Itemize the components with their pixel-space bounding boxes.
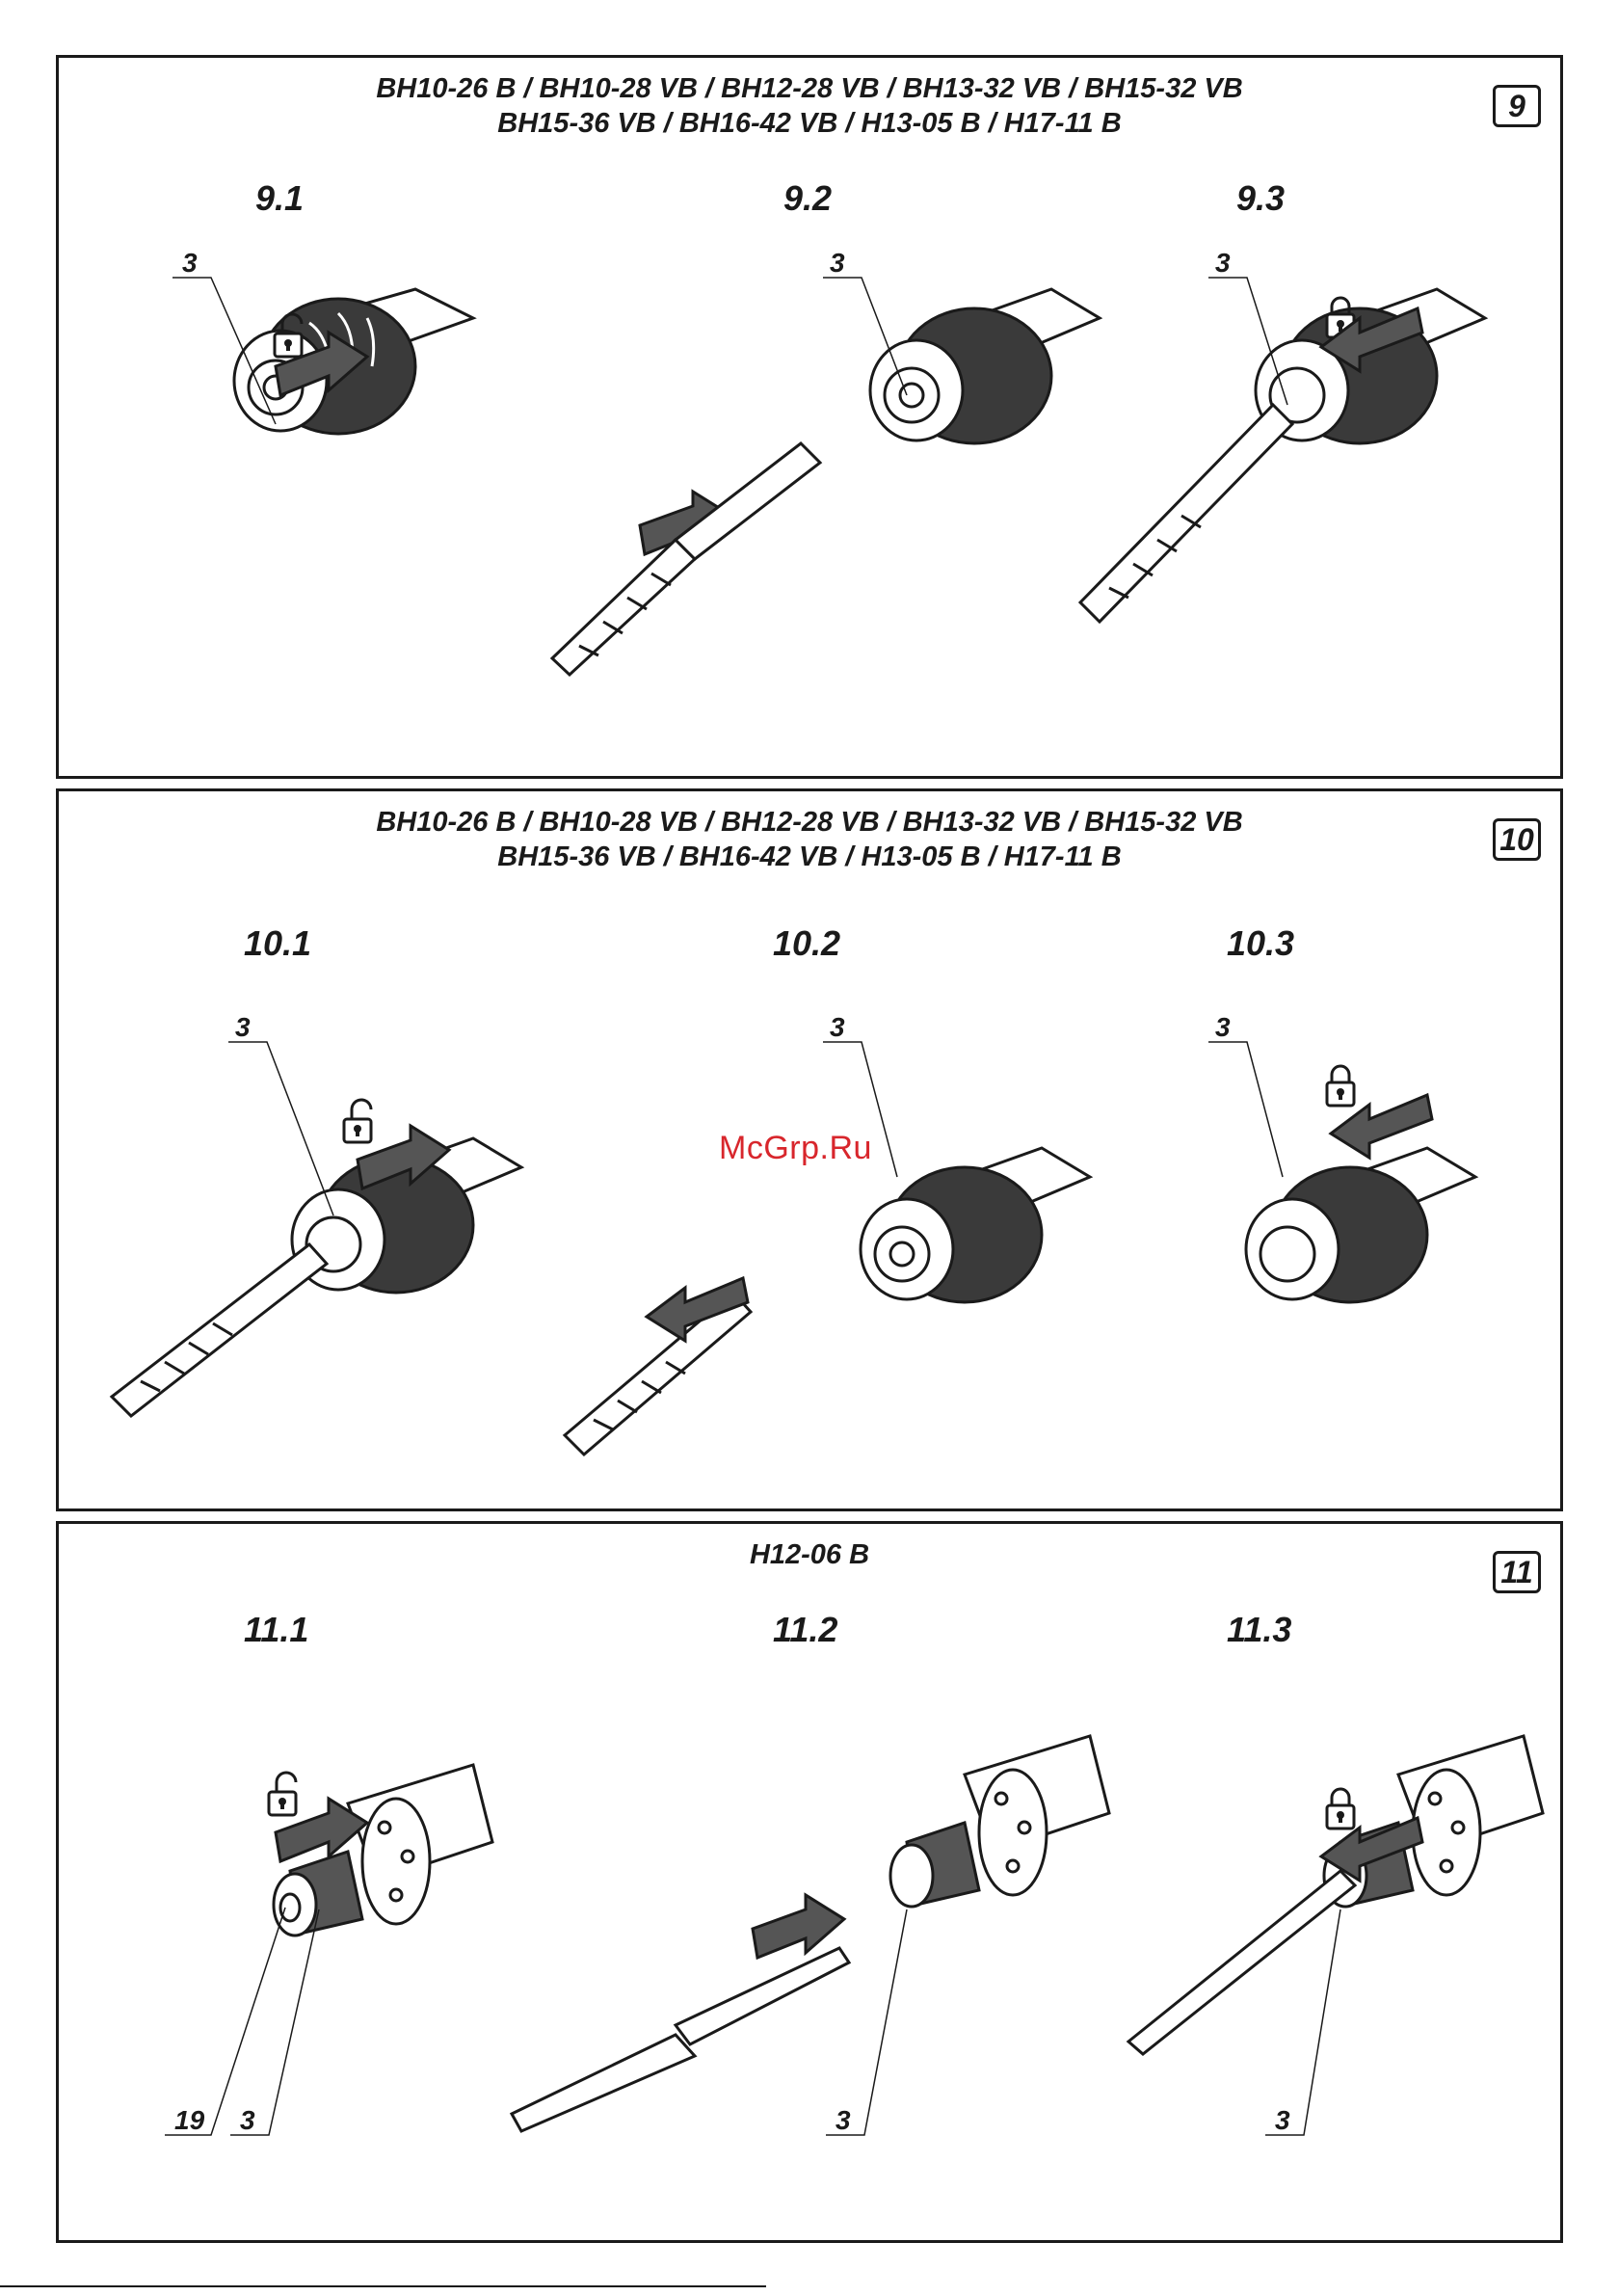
unlocked-icon: [344, 1100, 371, 1142]
figure-panel-9: [56, 55, 1563, 779]
callout-3: 3: [1215, 248, 1231, 278]
callout-19: 19: [174, 2105, 205, 2135]
step-label-10-2: 10.2: [773, 923, 841, 963]
model-list-line-2: BH15-36 VB / BH16-42 VB / H13-05 B / H17-11 B: [497, 108, 1122, 139]
model-list-line-2: BH15-36 VB / BH16-42 VB / H13-05 B / H17-11 B: [497, 841, 1122, 872]
callout-3: 3: [240, 2105, 255, 2135]
callout-3: 3: [830, 248, 845, 278]
step-label-11-1: 11.1: [244, 1610, 309, 1649]
callout-3: 3: [1215, 1012, 1231, 1042]
drill-bit: [552, 443, 820, 675]
chuck-illustration-11-3: [1324, 1736, 1543, 1907]
figure-number-badge: 9: [1493, 85, 1541, 127]
step-label-11-2: 11.2: [773, 1610, 838, 1649]
model-list-line-1: BH10-26 B / BH10-28 VB / BH12-28 VB / BH13-32 VB / BH15-32 VB: [376, 807, 1243, 838]
bottom-rule: [0, 2285, 766, 2287]
figure-panel-11: [56, 1521, 1563, 2243]
figure-number-badge: 11: [1493, 1551, 1541, 1593]
illustration-11: [59, 1524, 1560, 2240]
step-label-9-1: 9.1: [255, 178, 305, 218]
model-list-line-1: BH10-26 B / BH10-28 VB / BH12-28 VB / BH13-32 VB / BH15-32 VB: [376, 73, 1243, 104]
chuck-illustration-9-2: [870, 289, 1100, 443]
watermark: McGrp.Ru: [719, 1130, 872, 1166]
step-label-11-3: 11.3: [1227, 1610, 1292, 1649]
insert-arrow: [753, 1895, 844, 1958]
step-label-9-2: 9.2: [783, 178, 833, 218]
callout-3: 3: [235, 1012, 251, 1042]
callout-3: 3: [182, 248, 198, 278]
locked-icon: [1327, 1789, 1354, 1829]
locked-icon: [1327, 1066, 1354, 1106]
callout-3: 3: [836, 2105, 851, 2135]
drill-bit-inserted: [1080, 405, 1292, 622]
callout-3: 3: [1275, 2105, 1290, 2135]
callout-3: 3: [830, 1012, 845, 1042]
illustration-9: [59, 58, 1560, 776]
model-list-line-1: H12-06 B: [749, 1539, 870, 1570]
step-label-9-3: 9.3: [1236, 178, 1286, 218]
chuck-illustration-11-2: [890, 1736, 1109, 1907]
drill-bit-inserted: [112, 1244, 327, 1416]
step-label-10-1: 10.1: [244, 923, 312, 963]
figure-number-badge: 10: [1493, 818, 1541, 861]
unlocked-icon: [269, 1773, 296, 1815]
step-label-10-3: 10.3: [1227, 923, 1295, 963]
chisel: [512, 1948, 849, 2131]
